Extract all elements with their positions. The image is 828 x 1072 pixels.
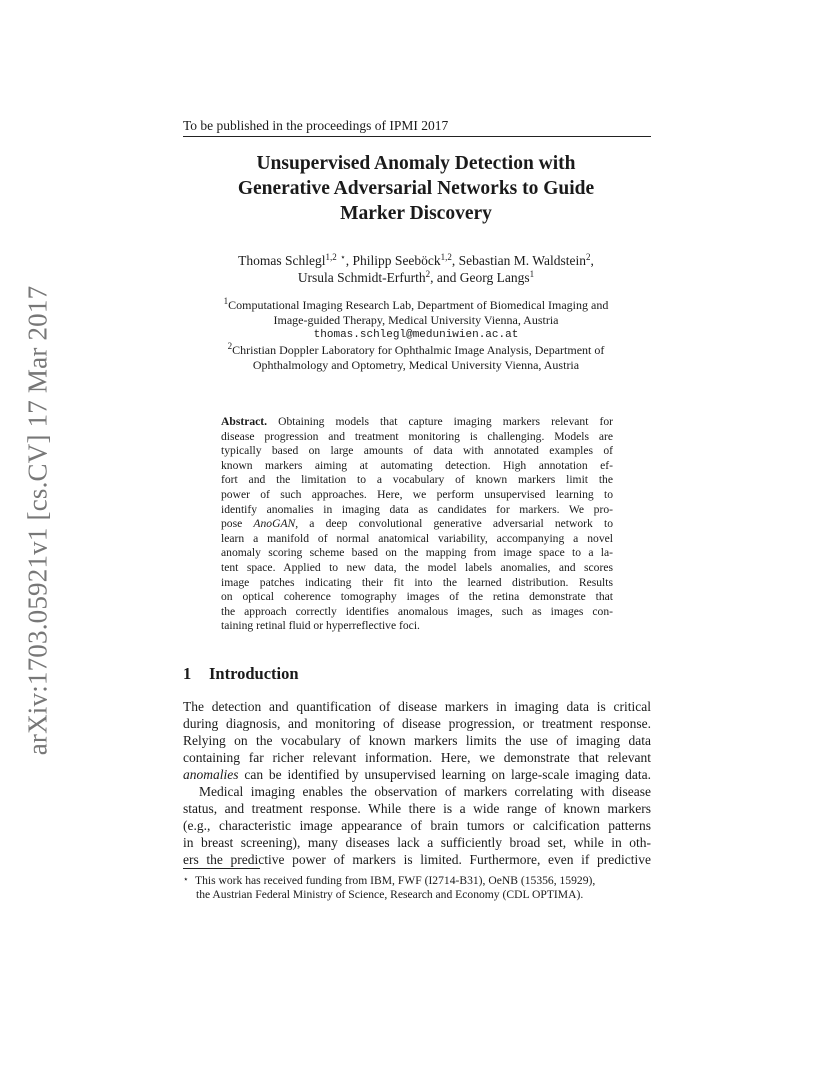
body-line: (e.g., characteristic image appearance of brain tumors or calcification patterns <box>183 818 651 833</box>
abstract-line: image patches indicating their fit into the learned distribution. Results <box>221 575 613 589</box>
abstract-line: the approach correctly identifies anomalous images, such as images con- <box>221 604 613 618</box>
abstract <box>221 415 613 634</box>
abstract-label: Abstract. <box>221 415 268 428</box>
abstract-text: pose <box>221 517 254 531</box>
title-line: Marker Discovery <box>340 203 492 224</box>
author-name: Ursula Schmidt-Erfurth <box>297 270 426 285</box>
abstract-line <box>221 415 613 430</box>
author-line <box>160 269 672 286</box>
abstract-line: typically based on large amounts of data with annotated examples of <box>221 444 613 458</box>
author-separator: , <box>451 253 459 268</box>
abstract-text: Obtaining models that capture imaging markers relevant for <box>267 415 613 428</box>
affiliation-line: Ophthalmology and Optometry, Medical University Vienna, Austria <box>252 358 580 372</box>
body-line: status, and treatment response. While there is a wide range of known markers <box>183 801 651 816</box>
author-affil-sup: 2 <box>585 252 591 262</box>
body-line: containing far richer relevant information. Here, we demonstrate that relevant <box>183 750 651 765</box>
arxiv-stamp-text: arXiv:1703.05921v1 [cs.CV] 17 Mar 2017 <box>22 285 53 755</box>
author-affil-sup: 1,2 <box>325 252 337 262</box>
affiliation-line <box>160 298 672 313</box>
author-name: Philipp Seeböck <box>352 253 441 268</box>
body-line: The detection and quantification of disease markers in imaging data is critical <box>183 699 651 714</box>
abstract-text: , a deep convolutional generative adversarial network to <box>295 517 613 531</box>
affiliation-text: Christian Doppler Laboratory for Ophthalmic Image Analysis, Department of <box>232 343 605 357</box>
affiliations <box>160 298 672 373</box>
body-line: ers the predictive power of markers is limited. Furthermore, even if predictive <box>183 852 651 867</box>
author-separator: , and <box>430 270 460 285</box>
abstract-line: identify anomalies in imaging data as candidates for markers. We pro- <box>221 502 613 516</box>
body-text-span: can be identified by unsupervised learning on large-scale imaging data. <box>238 767 651 782</box>
paper-title <box>160 151 672 226</box>
author-separator: , <box>590 253 594 268</box>
body-text <box>183 698 651 868</box>
body-line: in breast screening), many diseases lack a sufficiently broad set, while in oth- <box>183 835 651 850</box>
body-line: Relying on the vocabulary of known markers limits the use of imaging data <box>183 733 651 748</box>
author-name: Sebastian M. Waldstein <box>458 253 586 268</box>
title-line: Unsupervised Anomaly Detection with <box>256 153 576 174</box>
footnote-rule <box>183 868 260 869</box>
abstract-line: anomaly scoring scheme based on the mapping from image space to a la- <box>221 546 613 560</box>
author-line <box>160 252 672 269</box>
affiliation-line: Image-guided Therapy, Medical University Vienna, Austria <box>273 313 559 327</box>
abstract-line: power of such approaches. Here, we perform unsupervised learning to <box>221 487 613 501</box>
body-line <box>183 766 651 783</box>
footnote-line: the Austrian Federal Ministry of Science, Research and Economy (CDL OPTIMA). <box>196 888 584 901</box>
author-list <box>160 252 672 286</box>
affiliation-sup: 2 <box>227 341 233 351</box>
author-affil-sup: 1 <box>529 269 535 279</box>
section-number: 1 <box>183 664 192 683</box>
footnote-text: This work has received funding from IBM, FWF (I2714-B31), OeNB (15356, 15929), <box>195 874 596 887</box>
body-line: during diagnosis, and monitoring of disease progression, or treatment response. <box>183 716 651 731</box>
abstract-line <box>221 517 613 532</box>
abstract-line: disease progression and treatment monitoring is challenging. Models are <box>221 429 613 443</box>
running-head: To be published in the proceedings of IPMI 2017 <box>183 118 651 137</box>
abstract-line: taining retinal fluid or hyperreflective foci. <box>221 619 420 633</box>
footnote-star-mark: ⋆ <box>183 874 189 884</box>
section-title: Introduction <box>209 664 299 683</box>
affiliation-text: Computational Imaging Research Lab, Department of Biomedical Imaging and <box>228 298 609 312</box>
abstract-line: on optical coherence tomography images of the retina demonstrate that <box>221 590 613 604</box>
body-line: Medical imaging enables the observation of markers correlating with disease <box>199 784 651 799</box>
footnote <box>183 872 651 902</box>
affiliation-sup: 1 <box>223 296 229 306</box>
title-line: Generative Adversarial Networks to Guide <box>237 178 595 199</box>
abstract-line: learn a manifold of normal anatomical variability, accompanying a novel <box>221 531 613 545</box>
anogan-term: AnoGAN <box>253 517 296 531</box>
abstract-line: fort and the limitation to a vocabulary of known markers limit the <box>221 473 613 487</box>
abstract-line: known markers aiming at automating detection. High annotation ef- <box>221 458 613 472</box>
footnote-line <box>183 872 651 887</box>
arxiv-stamp <box>18 280 58 760</box>
funding-star-mark: ⋆ <box>340 252 346 262</box>
author-name: Thomas Schlegl <box>238 253 326 268</box>
abstract-line: tent space. Applied to new data, the model labels anomalies, and scores <box>221 560 613 574</box>
affiliation-line <box>160 343 672 358</box>
anomalies-term: anomalies <box>183 767 239 782</box>
email[interactable]: thomas.schlegl@meduniwien.ac.at <box>313 329 519 341</box>
author-separator: , <box>345 253 353 268</box>
author-affil-sup: 2 <box>425 269 431 279</box>
author-name: Georg Langs <box>459 270 530 285</box>
author-affil-sup: 1,2 <box>440 252 452 262</box>
section-heading <box>183 664 299 684</box>
